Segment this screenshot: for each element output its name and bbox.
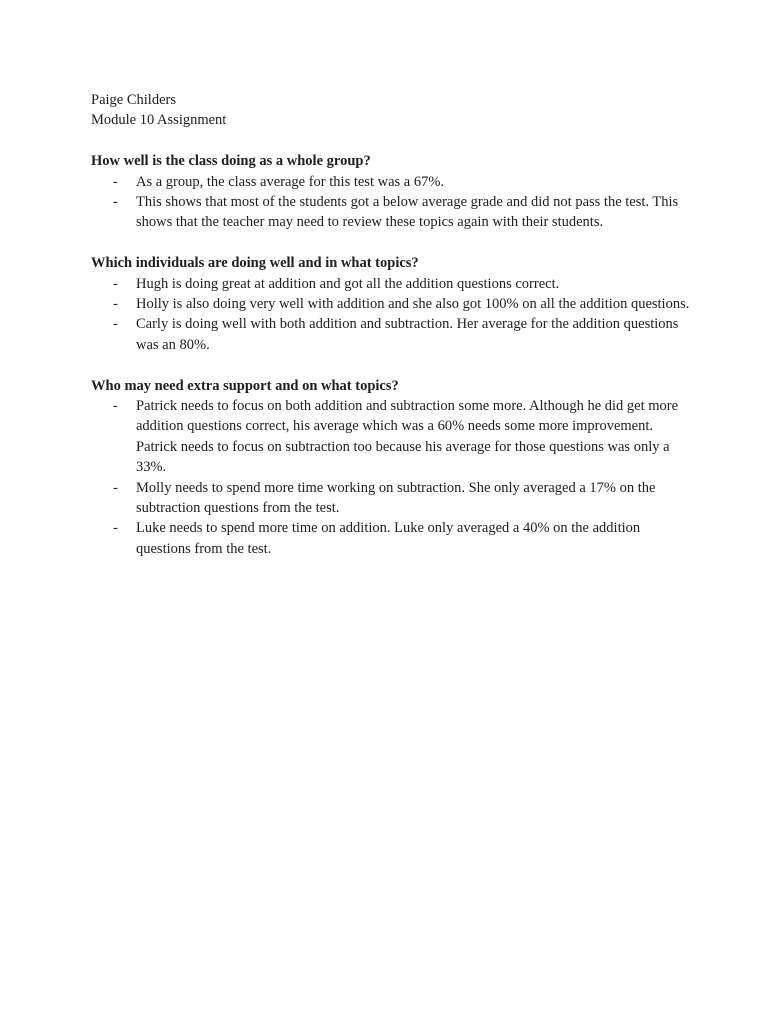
- bullet-dash: -: [113, 398, 118, 415]
- list-item: [91, 478, 691, 519]
- bullet-dash: -: [113, 194, 118, 211]
- bullet-dash: -: [113, 296, 118, 313]
- list-item: [91, 192, 691, 233]
- list-item: [91, 172, 691, 192]
- bullet-dash: -: [113, 479, 118, 496]
- section-question: How well is the class doing as a whole group?: [91, 153, 371, 170]
- list-item: [91, 274, 691, 294]
- bullet-dash: -: [113, 520, 118, 537]
- section-doing-well: [91, 253, 691, 355]
- bullet-text: Hugh is doing great at addition and got all the addition questions correct.: [136, 275, 560, 292]
- bullet-list: [91, 172, 691, 233]
- bullet-dash: -: [113, 275, 118, 292]
- bullet-text: Molly needs to spend more time working on subtraction. She only averaged a 17% on the subtraction questions from the test.: [136, 479, 656, 517]
- section-extra-support: [91, 376, 691, 560]
- bullet-list: [91, 396, 691, 559]
- section-class-performance: [91, 151, 691, 233]
- bullet-text: This shows that most of the students got a below average grade and did not pass the test. This shows that the teacher may need to review these topics again with their students.: [136, 194, 679, 231]
- bullet-dash: -: [113, 173, 118, 190]
- bullet-text: Holly is also doing very well with addition and she also got 100% on all the addition questions.: [136, 296, 690, 313]
- section-question: Who may need extra support and on what topics?: [91, 377, 399, 394]
- bullet-text: Luke needs to spend more time on addition. Luke only averaged a 40% on the addition questions from the test.: [136, 520, 641, 557]
- list-item: [91, 294, 691, 314]
- bullet-dash: -: [113, 316, 118, 333]
- section-question: Which individuals are doing well and in what topics?: [91, 255, 419, 272]
- assignment-title: Module 10 Assignment: [91, 112, 227, 129]
- list-item: [91, 396, 691, 478]
- list-item: [91, 314, 691, 355]
- bullet-text: Carly is doing well with both addition and subtraction. Her average for the addition questions was an 80%.: [136, 316, 679, 353]
- document-body: [91, 90, 691, 559]
- list-item: [91, 518, 691, 559]
- bullet-text: As a group, the class average for this test was a 67%.: [136, 173, 445, 190]
- bullet-list: [91, 274, 691, 356]
- bullet-text: Patrick needs to focus on both addition and subtraction some more. Although he did get more addition questions correct, his average which was a 60% needs some more improvement. Patrick needs to focus on subtraction too because his average for those questions was only a 33%.: [136, 398, 679, 476]
- author-name: Paige Childers: [91, 92, 176, 108]
